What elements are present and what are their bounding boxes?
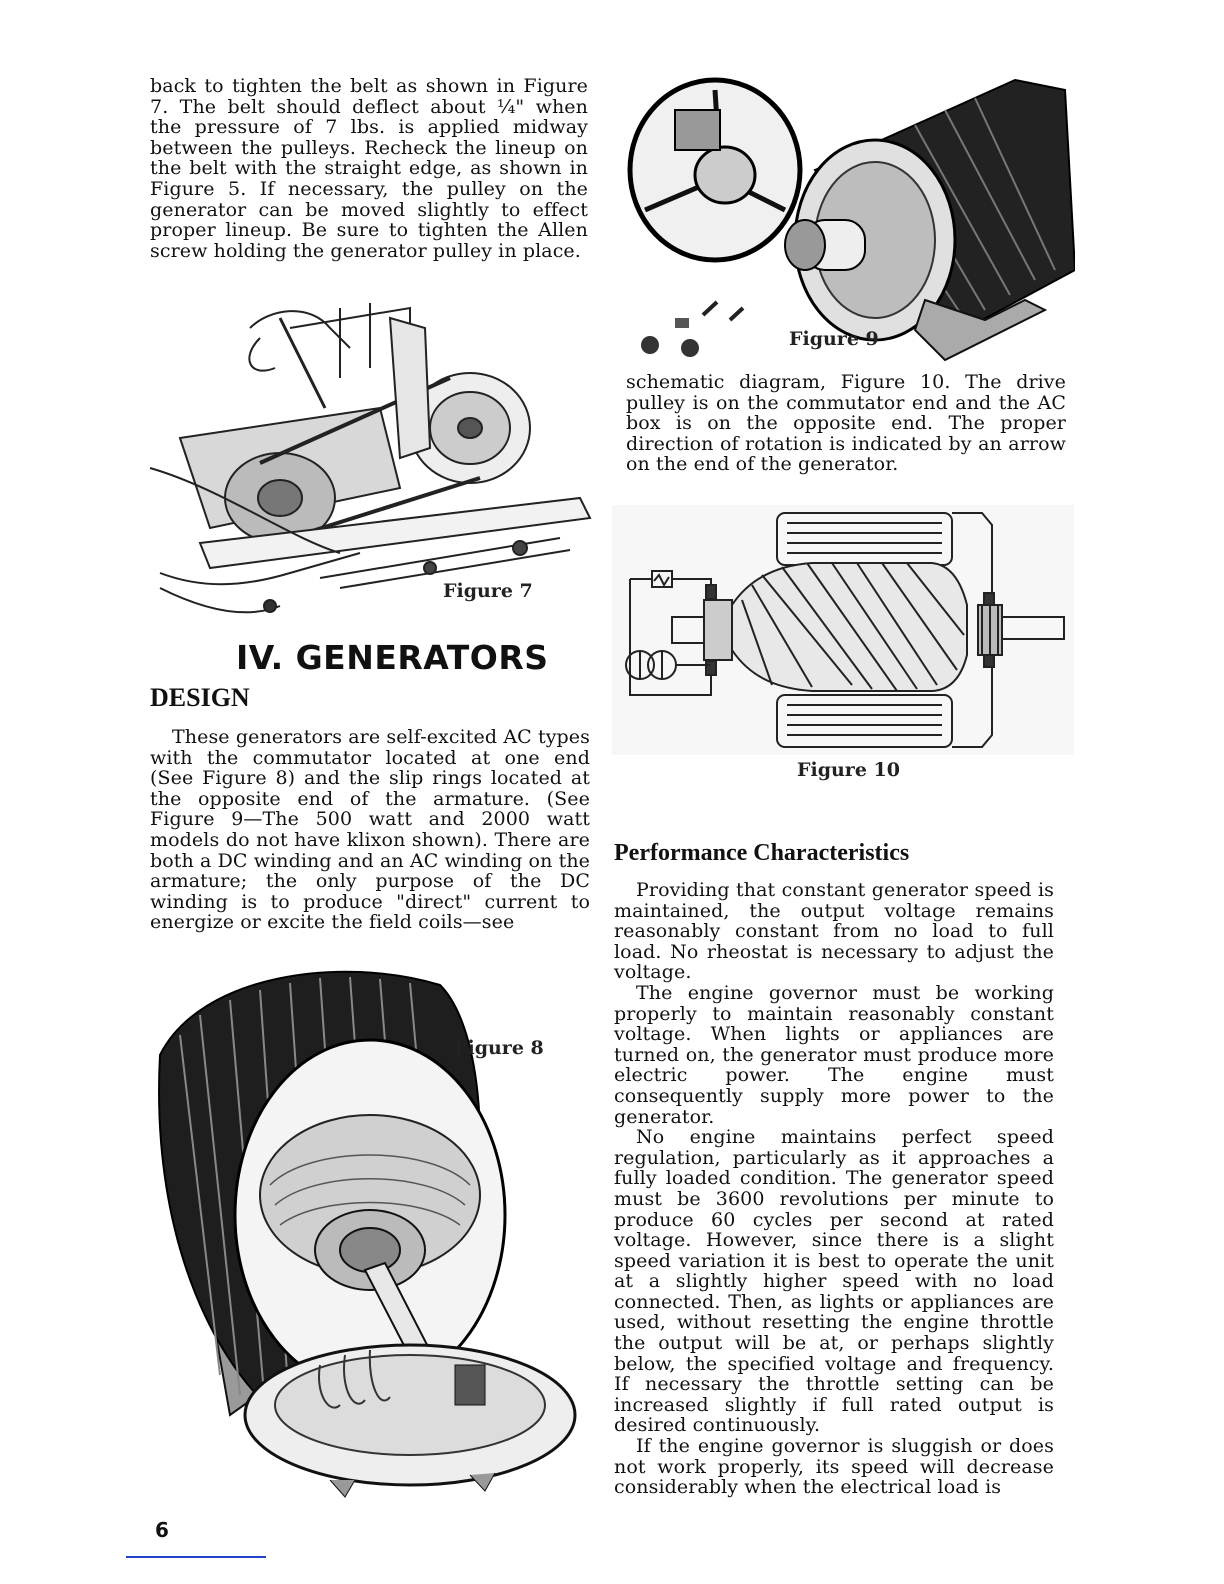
intro-text: back to tighten the belt as shown in Figure 7. The belt should deflect about ¼" when the pressure of 7 lbs. is applied midway between the pulleys. Recheck the lineup on the belt with the straight edge, as shown in Figure 5. If necessary, the pulley on the generator can be moved slightly to effect proper lineup. Be sure to tighten the Allen screw holding the generator pulley in place. (150, 75, 588, 262)
footer-rule (126, 1556, 266, 1558)
figure-7-caption: Figure 7 (443, 580, 533, 602)
performance-p1: Providing that constant generator speed is maintained, the output voltage remains reasonably constant from no load to full load. No rheostat is necessary to adjust the voltage. (614, 879, 1054, 984)
design-text: These generators are self-excited AC types with the commutator located at one end (See Figure 8) and the slip rings located at the opposite end of the armature. (See Figure 9—The 500 watt and 2000 watt models do not have klixon shown). There are both a DC winding and an AC winding on the armature; the only purpose of the DC winding is to produce "direct" current to energize or excite the field coils—see (150, 726, 590, 934)
figure-10 (612, 505, 1074, 781)
figure-8-illustration (140, 945, 590, 1505)
schematic-paragraph (626, 372, 1066, 475)
schematic-text: schematic diagram, Figure 10. The drive pulley is on the commutator end and the AC box is on the opposite end. The proper direction of rotation is indicated by an arrow on the end of the generator. (626, 371, 1066, 476)
figure-10-schematic (612, 505, 1074, 755)
figure-8 (140, 945, 590, 1505)
design-paragraph (150, 727, 590, 933)
figure-9-illustration (625, 70, 1075, 370)
subheading-design: DESIGN (150, 683, 250, 712)
section-title: IV. GENERATORS (236, 638, 549, 677)
figure-7 (140, 288, 600, 633)
page-number: 6 (155, 1518, 169, 1542)
performance-body (614, 880, 1054, 1498)
performance-p4: If the engine governor is sluggish or does not work properly, its speed will decrease considerably when the electrical load is (614, 1435, 1054, 1499)
figure-10-caption: Figure 10 (797, 759, 900, 781)
intro-paragraph (150, 76, 588, 261)
figure-9-caption: Figure 9 (789, 328, 879, 350)
performance-p3: No engine maintains perfect speed regulation, particularly as it approaches a fully loaded condition. The generator speed must be 3600 revolutions per minute to produce 60 cycles per second at rated voltage. However, since there is a slight speed variation it is best to operate the unit at a slightly higher speed with no load connected. Then, as lights or appliances are used, without resetting the engine throttle the output will be at, or perhaps slightly below, the specified voltage and frequency. If necessary the throttle setting can be increased slightly if full rated output is desired continuously. (614, 1126, 1054, 1437)
figure-9 (625, 70, 1075, 370)
performance-heading: Performance Characteristics (614, 840, 910, 866)
performance-p2: The engine governor must be working properly to maintain reasonably constant voltage. When lights or appliances are turned on, the generator must produce more electric power. The engine must consequently supply more power to the generator. (614, 981, 1054, 1128)
figure-8-caption: Figure 8 (454, 1037, 544, 1059)
